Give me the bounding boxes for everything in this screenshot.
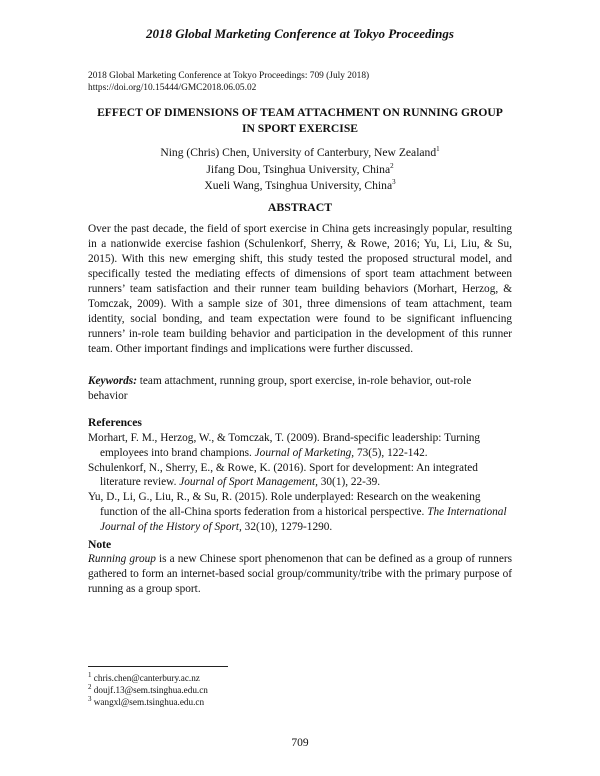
footnote-email: wangxl@sem.tsinghua.edu.cn [93, 697, 205, 707]
note-term: Running group [88, 553, 156, 565]
reference-authors-title: Morhart, F. M., Herzog, W., & Tomczak, T. (2009). Brand-specific leadership: Turning employees into brand champions. [88, 432, 481, 459]
reference-authors-title: Schulenkorf, N., Sherry, E., & Rowe, K. (2016). Sport for development: An integrated literature review. [88, 461, 478, 489]
reference-list [88, 431, 512, 535]
reference-item [88, 431, 512, 461]
abstract-body: Over the past decade, the field of sport exercise in China gets increasingly popular, resulting in a nationwide exercise fashion (Schulenkorf, Sherry, & Rowe, 2016; Yu, Li, Liu, & Su, 2015). With this new emerging shift, this study tested the proposed structural model, and specifically tested the mediating effects of dimensions of sport team attachment between runners’ team satisfaction and their runner team building behaviors (Morhart, Herzog, & Tomczak, 2009). With a sample size of 301, three dimensions of team attachment, team identity, social bonding, and team expectation were found to be significant influencing runners’ in-role team building behavior and participation in the development of this runner team. Other important findings and implications were further discussed. [88, 223, 512, 355]
footnote-email: doujf.13@sem.tsinghua.edu.cn [93, 685, 208, 695]
keywords [88, 374, 512, 404]
author-affiliation: Ning (Chris) Chen, University of Canterbury, New Zealand [160, 146, 437, 159]
running-header: 2018 Global Marketing Conference at Tokyo Proceedings [146, 26, 454, 41]
note-text: is a new Chinese sport phenomenon that can be defined as a group of runners gathered to form an internet-based social group/community/tribe with the primary purpose of running as a group sport. [88, 553, 512, 595]
doi-line: https://doi.org/10.15444/GMC2018.06.05.02 [88, 83, 257, 93]
author-list [80, 145, 520, 195]
keywords-text: team attachment, running group, sport exercise, in-role behavior, out-role behavior [88, 375, 472, 402]
reference-volume-pages: 32(10), 1279-1290. [241, 520, 333, 533]
reference-authors-title: Yu, D., Li, G., Liu, R., & Su, R. (2015). Role underplayed: Research on the weakening function of the all-China sports federation from a historical perspective. [88, 491, 481, 518]
footnote-mark: 1 [88, 670, 92, 679]
footnote [88, 672, 208, 684]
note-heading: Note [88, 538, 112, 551]
footnote-email: chris.chen@canterbury.ac.nz [93, 673, 200, 683]
footnote-divider [88, 666, 228, 667]
footnote-mark: 2 [88, 682, 92, 691]
footnote-mark: 3 [88, 694, 92, 703]
reference-volume-pages: 30(1), 22-39. [317, 476, 381, 489]
note-body [88, 552, 512, 597]
footnote-mark: 3 [392, 178, 396, 187]
author-line [80, 178, 520, 195]
title-line-2: IN SPORT EXERCISE [242, 122, 358, 135]
footnote [88, 696, 208, 708]
author-line [80, 145, 520, 162]
reference-journal: Journal of Sport Management, [179, 476, 318, 489]
reference-journal: Journal of Marketing, [254, 446, 355, 459]
abstract-heading: ABSTRACT [267, 200, 333, 214]
footnotes [88, 672, 208, 708]
citation-block [88, 70, 369, 94]
title-line-1: EFFECT OF DIMENSIONS OF TEAM ATTACHMENT ON RUNNING GROUP [97, 106, 503, 119]
reference-journal: The International Journal of the History of Sport, [100, 505, 507, 533]
author-affiliation: Xueli Wang, Tsinghua University, China [204, 179, 393, 192]
reference-volume-pages: 73(5), 122-142. [354, 446, 428, 459]
paper-title [80, 105, 520, 137]
author-line [80, 162, 520, 179]
page-number: 709 [291, 737, 309, 749]
footnote [88, 684, 208, 696]
reference-item [88, 461, 512, 491]
footnote-mark: 2 [390, 161, 394, 170]
references-heading: References [88, 416, 142, 429]
keywords-label: Keywords: [88, 375, 137, 387]
citation-line: 2018 Global Marketing Conference at Tokyo Proceedings: 709 (July 2018) [88, 71, 370, 81]
reference-item [88, 490, 512, 534]
footnote-mark: 1 [436, 145, 440, 154]
author-affiliation: Jifang Dou, Tsinghua University, China [206, 162, 391, 176]
